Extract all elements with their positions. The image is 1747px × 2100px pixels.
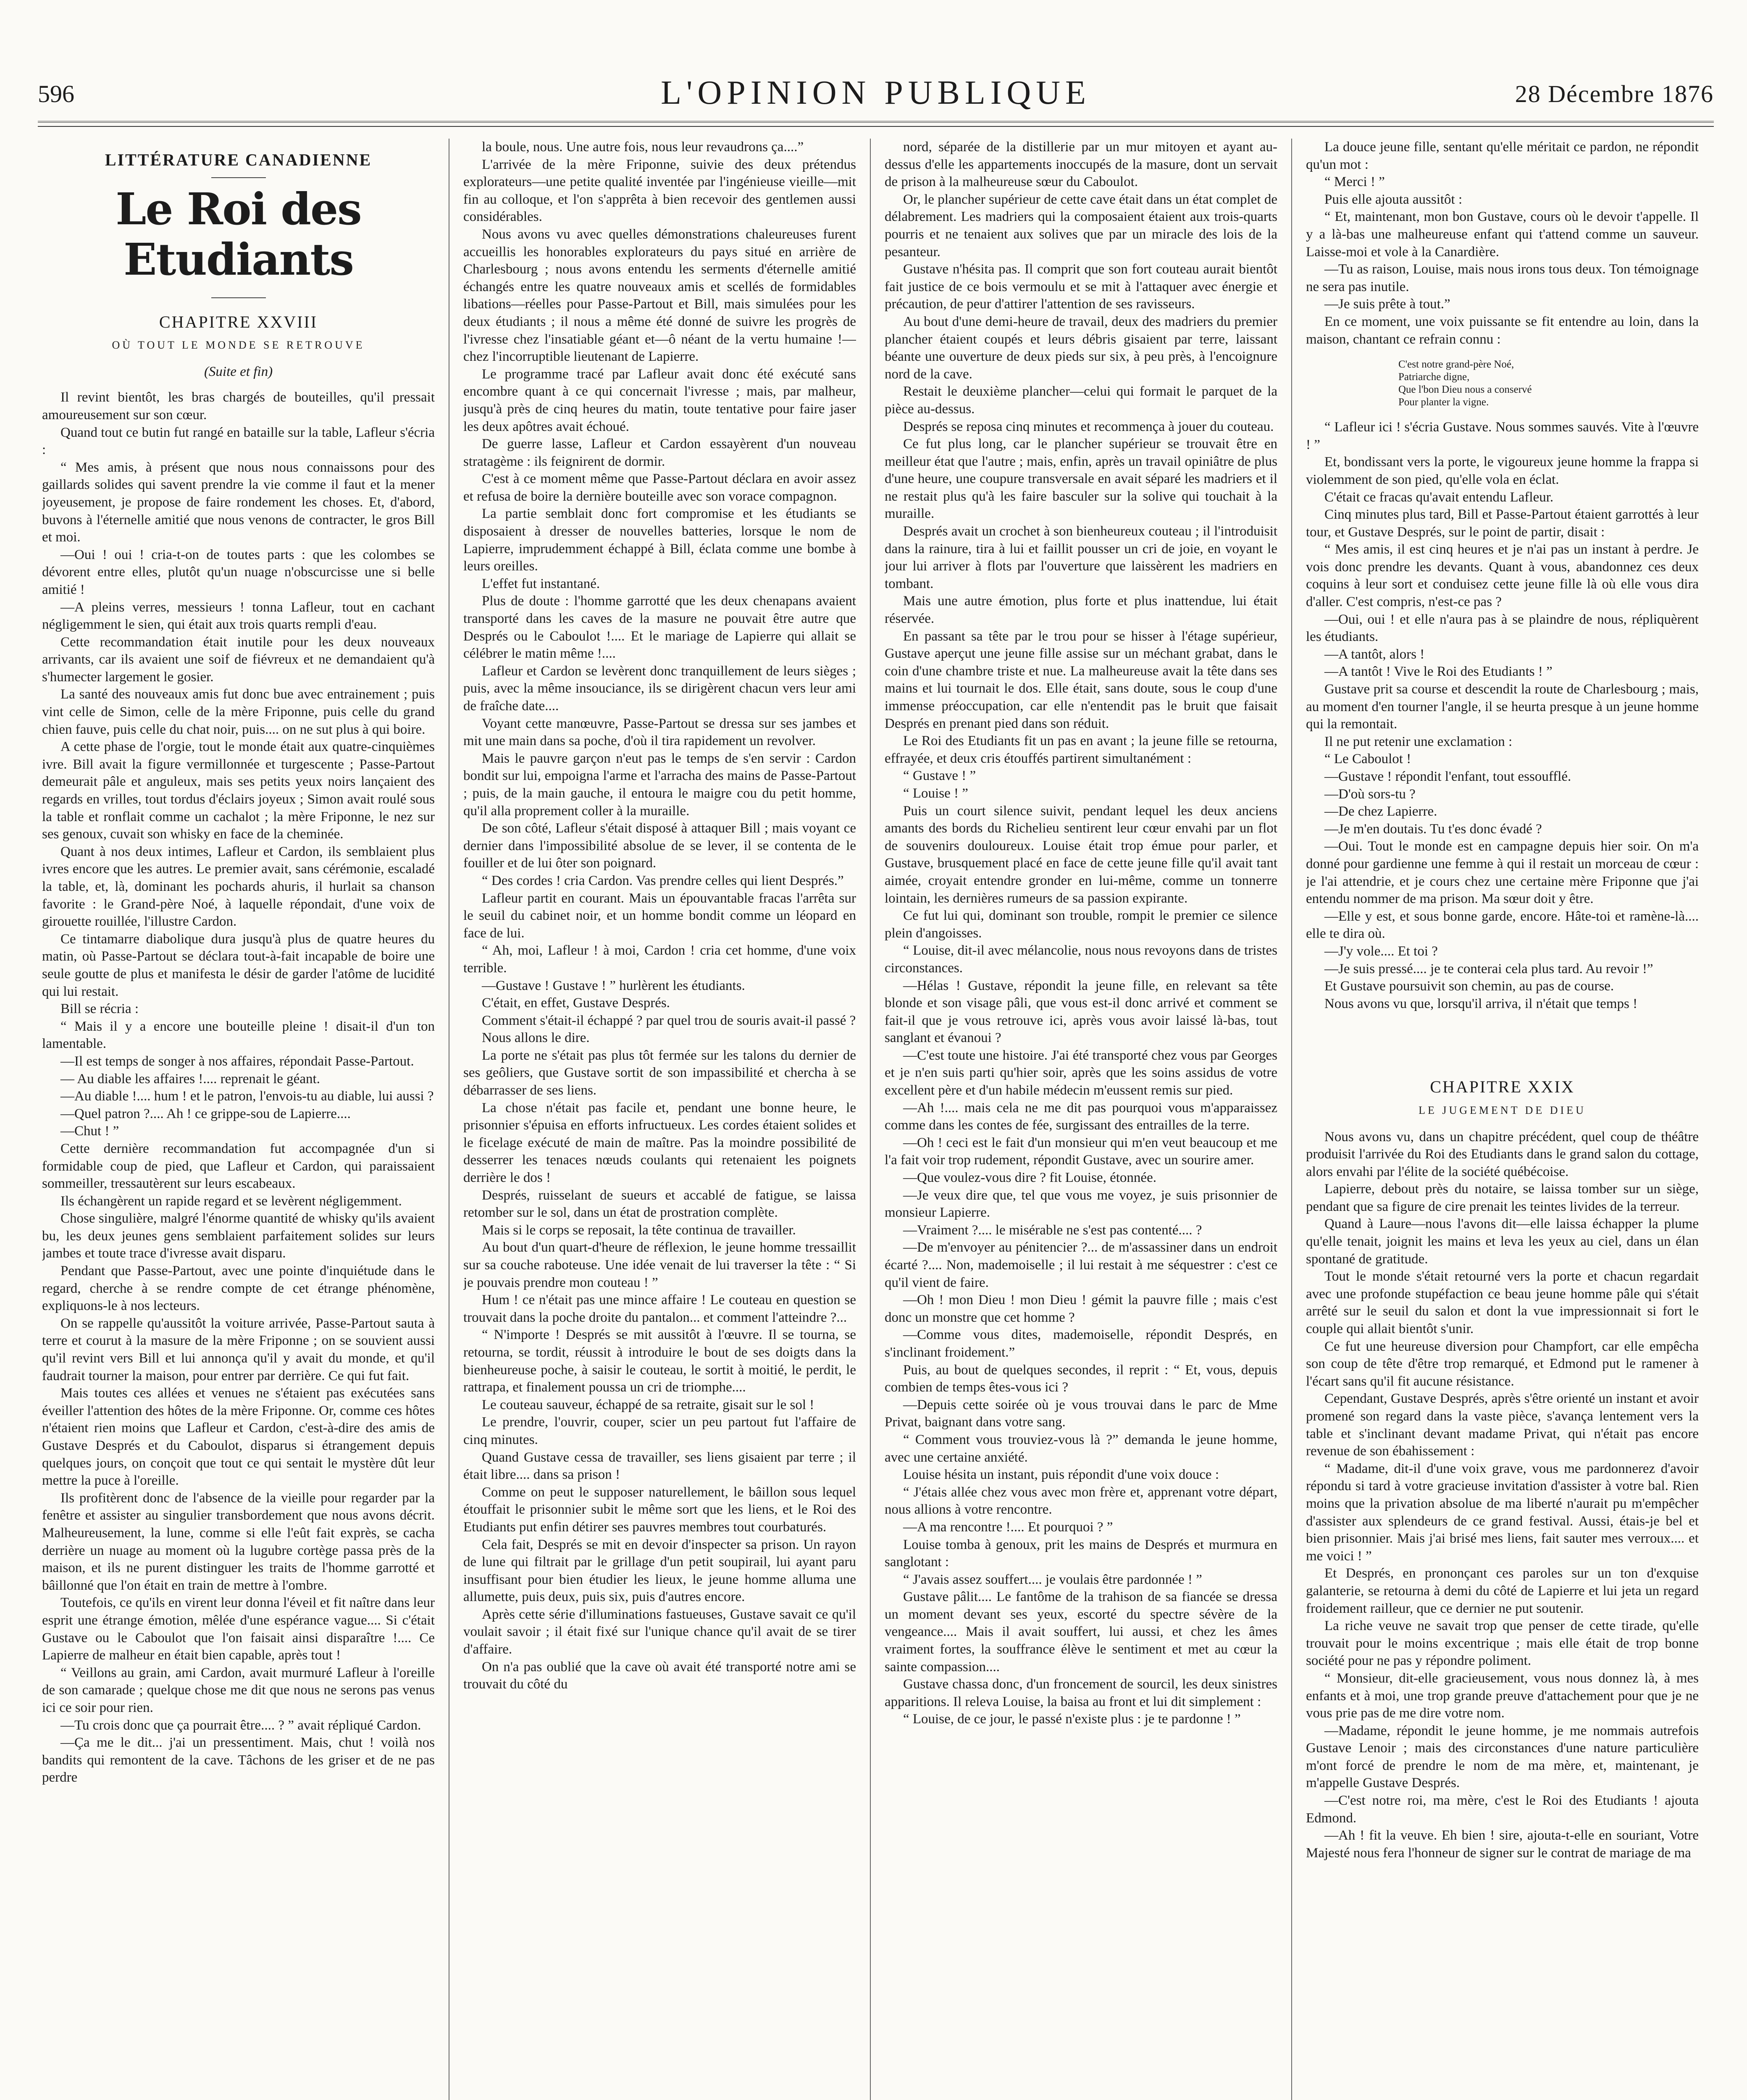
paragraph: —De chez Lapierre. (1324, 804, 1437, 819)
paragraph: “ J'avais assez souffert.... je voulais être pardonnée ! ” (903, 1572, 1202, 1587)
paragraph: Bill se récria : (60, 1001, 139, 1017)
paragraph: —A tantôt, alors ! (1324, 646, 1425, 662)
paragraph: La riche veuve ne savait trop que penser de cette tirade, qu'elle trouvait pour le moins excentrique ; mais elle était de trop bonne société pour ne pas y répondre poliment. (1306, 1618, 1699, 1669)
paragraph: “ Mes amis, il est cinq heures et je n'ai pas un instant à perdre. Je vois donc prendre les devants. Quant à vous, abandonnez ces deux coquins à leur sort et conduisez cette jeune fille là où elle vous dira d'aller. C'est compris, n'est-ce pas ? (1306, 542, 1699, 610)
paragraph: “ Le Caboulot ! (1324, 751, 1411, 767)
paragraph: “ Louise, de ce jour, le passé n'existe plus : je te pardonne ! ” (903, 1712, 1241, 1727)
paragraph: Ils échangèrent un rapide regard et se levèrent négligemment. (60, 1193, 402, 1209)
issue-date: 28 Décembre 1876 (1515, 80, 1714, 108)
paragraph: “ Merci ! ” (1324, 174, 1385, 190)
column-1-text (42, 389, 435, 1787)
column-3 (885, 139, 1277, 2100)
paragraph: Ce fut plus long, car le plancher supérieur se trouvait être en meilleur état que l'autre ; mais, enfin, après un travail opiniâtre de plus d'une heure, une coupure transversale en avait séparé les madriers et il ne restait plus qu'à les faire basculer sur la solive qui touchait à la muraille. (885, 436, 1277, 522)
paragraph: “ Ah, moi, Lafleur ! à moi, Cardon ! cria cet homme, d'une voix terrible. (463, 943, 856, 976)
verse-line: Que l'bon Dieu nous a conservé (1398, 384, 1532, 396)
paragraph: Hum ! ce n'était pas une mince affaire ! Le couteau en question se trouvait dans la poche droite du pantalon... et comment l'atteindre ?... (463, 1292, 856, 1325)
paragraph: La santé des nouveaux amis fut donc bue avec entrainement ; puis vint celle de Simon, celle de la mère Friponne, puis celle du grand chien fauve, puis celle du chat noir, puis.... on ne sut plus à qui boire. (42, 687, 435, 737)
paragraph: En ce moment, une voix puissante se fit entendre au loin, dans la maison, chantant ce refrain connu : (1306, 314, 1699, 347)
paragraph: “ Louise, dit-il avec mélancolie, nous nous revoyons dans de tristes circonstances. (885, 943, 1277, 976)
paragraph: —Oh ! ceci est le fait d'un monsieur qui m'en veut beaucoup et me l'a fait voir trop rudement, répondit Gustave, avec un sourire amer. (885, 1135, 1277, 1168)
paragraph: Et, bondissant vers la porte, le vigoureux jeune homme la frappa si violemment de son pied, qu'elle vola en éclat. (1306, 454, 1699, 487)
paragraph: —Depuis cette soirée où je vous trouvai dans le parc de Mme Privat, baignant dans votre sang. (885, 1397, 1277, 1430)
paragraph: —Hélas ! Gustave, répondit la jeune fille, en relevant sa tête blonde et son visage pâli, que vous est-il donc arrivé et comment se fait-il que je vous retrouve ici, après vous avoir laissé là-bas, tout sanglant et évanoui ? (885, 978, 1277, 1046)
paragraph: Mais le pauvre garçon n'eut pas le temps de s'en servir : Cardon bondit sur lui, empoigna l'arme et l'arracha des mains de Passe-Partout ; puis, de la main gauche, il entoura le maigre cou du petit homme, qu'il alla proprement coller à la muraille. (463, 751, 856, 819)
chapter-heading: CHAPITRE XXIX (1430, 1077, 1575, 1097)
paragraph: “ Gustave ! ” (903, 768, 976, 784)
section-rule (211, 177, 266, 178)
paragraph: Puis elle ajouta aussitôt : (1324, 192, 1463, 207)
paragraph: —Gustave ! Gustave ! ” hurlèrent les étudiants. (482, 978, 745, 993)
paragraph: La douce jeune fille, sentant qu'elle méritait ce pardon, ne répondit qu'un mot : (1306, 139, 1699, 172)
paragraph: —Tu as raison, Louise, mais nous irons tous deux. Ton témoignage ne sera pas inutile. (1306, 262, 1699, 294)
verse-line: Patriarche digne, (1398, 371, 1470, 383)
paragraph: Or, le plancher supérieur de cette cave était dans un état complet de délabrement. Les madriers qui la composaient étaient aux trois-quarts pourris et ne tenaient aux solives que par un miracle des lois de la pesanteur. (885, 192, 1277, 260)
paragraph: On se rappelle qu'aussitôt la voiture arrivée, Passe-Partout sauta à terre et courut à la masure de la mère Friponne ; on se souvient aussi qu'il revint vers Bill et lui annonça qu'il y avait du monde, et qu'il faudrait tourner la maison, pour entrer par derrière. Ce qui fut fait. (42, 1315, 435, 1383)
paragraph: —A ma rencontre !.... Et pourquoi ? ” (903, 1519, 1113, 1535)
paragraph: Puis un court silence suivit, pendant lequel les deux anciens amants des bords du Richelieu sentirent leur cœur envahi par un flot de souvenirs douloureux. Louise était trop émue pour parler, et Gustave, brusquement placé en face de cette jeune fille qu'il avait tant aimée, croyait entendre gronder en lui-même, comme un tonnerre lointain, les dernières rumeurs de sa passion expirante. (885, 803, 1277, 906)
paragraph: —C'est toute une histoire. J'ai été transporté chez vous par Georges et je n'en suis parti qu'hier soir, après que les soins assidus de votre excellent père et d'un habile médecin m'eussent remis sur pied. (885, 1047, 1277, 1098)
paragraph: —Il est temps de songer à nos affaires, répondait Passe-Partout. (60, 1053, 414, 1069)
paragraph: Lapierre, debout près du notaire, se laissa tomber sur un siège, pendant que sa figure de cire prenait les teintes livides de la terreur. (1306, 1181, 1699, 1214)
title-rule (211, 297, 266, 298)
paragraph: Le programme tracé par Lafleur avait donc été exécuté sans encombre quant à ce qui concernait l'ivresse ; mais, par malheur, jusqu'à près de cinq heures du matin, toute tentative pour faire jaser les deux apôtres avait échoué. (463, 366, 856, 434)
paragraph: “ J'étais allée chez vous avec mon frère et, apprenant votre départ, nous allions à votre rencontre. (885, 1484, 1277, 1517)
paragraph: —Je suis prête à tout.” (1324, 297, 1450, 312)
column-3-text (885, 139, 1277, 1728)
paragraph: Quand Gustave cessa de travailler, ses liens gisaient par terre ; il était libre.... dans sa prison ! (463, 1449, 856, 1483)
column-divider (1291, 139, 1292, 2100)
paragraph: —Je m'en doutais. Tu t'es donc évadé ? (1324, 821, 1542, 837)
paragraph: —Chut ! ” (60, 1124, 119, 1139)
paragraph: —A tantôt ! Vive le Roi des Etudiants ! ” (1324, 664, 1553, 680)
paragraph: Quand à Laure—nous l'avons dit—elle laissa échapper la plume qu'elle tenait, joignit les mains et leva les yeux au ciel, dans un élan spontané de gratitude. (1306, 1216, 1699, 1267)
paragraph: Mais une autre émotion, plus forte et plus inattendue, lui était réservée. (885, 593, 1277, 627)
masthead (38, 74, 1714, 130)
column-4-text-a (1306, 139, 1699, 348)
paragraph: —De m'envoyer au pénitencier ?... de m'assassiner dans un endroit écarté ?.... Non, mademoiselle ; il lui restait à me séquestrer : c'est ce qu'il vient de faire. (885, 1240, 1277, 1290)
paragraph: “ Des cordes ! cria Cardon. Vas prendre celles qui lient Després.” (482, 873, 844, 888)
paragraph: —Je suis pressé.... je te conterai cela plus tard. Au revoir !” (1324, 961, 1653, 976)
paragraph: Gustave pâlit.... Le fantôme de la trahison de sa fiancée se dressa un moment devant ses yeux, escorté du spectre sévère de la vengeance.... Mais il avait souffert, lui aussi, et chez les âmes vraiment fortes, la souffrance élève le sentiment et met au cœur la sainte compassion.... (885, 1589, 1277, 1675)
paragraph: —Comme vous dites, mademoiselle, répondit Després, en s'inclinant froidement.” (885, 1327, 1277, 1360)
paragraph: Et Gustave poursuivit son chemin, au pas de course. (1324, 979, 1614, 994)
paragraph: Ce fut une heureuse diversion pour Champfort, car elle empêcha son coup de tête d'être trop remarqué, et Edmond put le ramener à l'écart sans qu'il fit aucune résistance. (1306, 1339, 1699, 1389)
paragraph: La chose n'était pas facile et, pendant une bonne heure, le prisonnier s'épuisa en efforts infructueux. Les cordes étaient solides et le ficelage exécuté de main de maître. Pas la moindre possibilité de desserrer les tenaces nœuds coulants qui retenaient les poignets derrière le dos ! (463, 1100, 856, 1186)
paragraph: —Elle y est, et sous bonne garde, encore. Hâte-toi et ramène-là.... elle te dira où. (1306, 908, 1699, 942)
column-4-text-c (1306, 1129, 1699, 1862)
paragraph: Després avait un crochet à son bienheureux couteau ; il l'introduisit dans la rainure, tira à lui et faillit pousser un cri de joie, en voyant le jour lui arriver à flots par l'ouverture que laissèrent les madriers en tombant. (885, 524, 1277, 591)
paragraph: —D'où sors-tu ? (1324, 786, 1416, 802)
paragraph: Cette recommandation était inutile pour les deux nouveaux arrivants, car ils avaient une soif de fiévreux et ne demandaient qu'à s'humecter largement le gosier. (42, 634, 435, 685)
journal-title: L'OPINION PUBLIQUE (661, 74, 1091, 111)
paragraph: Ce tintamarre diabolique dura jusqu'à plus de quatre heures du matin, où Passe-Partout se déclara tout-à-fait incapable de boire une seule goutte de plus et manifesta le désir de garder l'atôme de lucidité qui lui restait. (42, 931, 435, 999)
paragraph: Plus de doute : l'homme garrotté que les deux chenapans avaient transporté dans les caves de la masure ne pouvait être autre que Després ou le Caboulot !.... Et le mariage de Lapierre qui allait se célébrer le matin même !.... (463, 593, 856, 662)
paragraph: “ Monsieur, dit-elle gracieusement, vous nous donnez là, à mes enfants et à moi, une trop grande preuve d'attachement pour que je ne vous prie pas de me dire votre nom. (1306, 1670, 1699, 1721)
paragraph: Nous allons le dire. (482, 1030, 590, 1046)
paragraph: Comment s'était-il échappé ? par quel trou de souris avait-il passé ? (482, 1013, 856, 1028)
column-4-text-b (1306, 419, 1699, 1013)
page-number: 596 (38, 80, 74, 108)
paragraph: —Ah ! fit la veuve. Eh bien ! sire, ajouta-t-elle en souriant, Votre Majesté nous fera l'honneur de signer sur le contrat de mariage de ma (1306, 1828, 1699, 1861)
paragraph: “ Et, maintenant, mon bon Gustave, cours où le devoir t'appelle. Il y a là-bas une malheureuse enfant qui t'attend comme un sauveur. Laisse-moi et vole à la Canardière. (1306, 209, 1699, 260)
column-4 (1306, 139, 1699, 2100)
paragraph: Nous avons vu avec quelles démonstrations chaleureuses furent accueillis les honorables explorateurs du pays situé en arrière de Charlesbourg ; nous avons entendu les serments d'éternelle amitié échangés entre les quatre nouveaux amis et scellés de formidables libations—réelles pour Passe-Partout et Bill, mais simulées pour les deux étudiants ; il nous a même été donné de suivre les progrès de l'ivresse chez l'insatiable géant et—ô néant de la vertu humaine !—chez l'incorruptible lieutenant de Lapierre. (463, 226, 856, 365)
song-verse (1398, 358, 1699, 409)
paragraph: —A pleins verres, messieurs ! tonna Lafleur, tout en cachant négligemment le sien, qui était aux trois quarts rempli d'eau. (42, 599, 435, 633)
paragraph: “ N'importe ! Després se mit aussitôt à l'œuvre. Il se tourna, se retourna, se tordit, réussit à introduire le bout de ses doigts dans la bienheureuse poche, à saisir le couteau, le sortit à moitié, le perdit, le rattrapa, et finalement poussa un cri de triomphe.... (463, 1327, 856, 1395)
paragraph: — Au diable les affaires !.... reprenait le géant. (60, 1071, 320, 1087)
column-2-text (463, 139, 856, 1693)
paragraph: “ Comment vous trouviez-vous là ?” demanda le jeune homme, avec une certaine anxiété. (885, 1432, 1277, 1465)
paragraph: Després se reposa cinq minutes et recommença à jouer du couteau. (903, 419, 1274, 434)
paragraph: Gustave chassa donc, d'un froncement de sourcil, les deux sinistres apparitions. Il releva Louise, la baisa au front et lui dit simplement : (885, 1677, 1277, 1709)
paragraph: Toutefois, ce qu'ils en virent leur donna l'éveil et fit naître dans leur esprit une étrange émotion, mêlée d'une espérance vague.... Si c'était Gustave ou le Caboulot que l'on faisait ainsi disparaître !.... Ce Lapierre de malheur en était bien capable, après tout ! (42, 1595, 435, 1663)
paragraph: Nous avons vu, dans un chapitre précédent, quel coup de théâtre produisit l'arrivée du Roi des Etudiants dans le grand salon du cottage, alors envahi par l'élite de la société québécoise. (1306, 1129, 1699, 1179)
paragraph: Au bout d'une demi-heure de travail, deux des madriers du premier plancher étaient coupés et leurs débris gisaient par terre, laissant béante une ouverture de deux pieds sur six, à peu près, à l'encoignure nord de la cave. (885, 314, 1277, 382)
paragraph: A cette phase de l'orgie, tout le monde était aux quatre-cinquièmes ivre. Bill avait la figure vermillonnée et turgescente ; Passe-Partout demeurait pâle et anguleux, mais ses petits yeux noirs lançaient des regards en vrilles, tout tordus d'éclairs joyeux ; Simon avait roulé sous la table et ronflait comme un cachalot ; la mère Friponne, le nez sur ses genoux, cuvait son whisky en face de la cheminée. (42, 739, 435, 842)
paragraph: Tout le monde s'était retourné vers la porte et chacun regardait avec une profonde stupéfaction ce beau jeune homme pâle qui s'était arrêté sur le seuil du salon et dont la vue impressionnait si fort le couple qui allait bientôt s'unir. (1306, 1269, 1699, 1337)
masthead-rule (38, 121, 1714, 127)
paragraph: nord, séparée de la distillerie par un mur mitoyen et ayant au-dessus d'elle les appartements inoccupés de la masure, dont un servait de prison à la malheureuse sœur du Caboulot. (885, 139, 1277, 190)
chapter-note: (Suite et fin) (204, 364, 273, 379)
paragraph: “ Louise ! ” (903, 785, 968, 801)
paragraph: Puis, au bout de quelques secondes, il reprit : “ Et, vous, depuis combien de temps êtes-vous ici ? (885, 1362, 1277, 1395)
paragraph: C'était ce fracas qu'avait entendu Lafleur. (1324, 489, 1554, 505)
paragraph: Després, ruisselant de sueurs et accablé de fatigue, se laissa retomber sur le sol, dans un état de prostration complète. (463, 1187, 856, 1221)
paragraph: “ Mais il y a encore une bouteille pleine ! disait-il d'un ton lamentable. (42, 1018, 435, 1052)
paragraph: la boule, nous. Une autre fois, nous leur revaudrons ça....” (482, 139, 804, 155)
paragraph: Mais si le corps se reposait, la tête continua de travailler. (482, 1222, 796, 1238)
paragraph: Cette dernière recommandation fut accompagnée d'un si formidable coup de pied, que Lafleur et Cardon, qui paraissaient sommeiller, tressautèrent sur leurs escabeaux. (42, 1141, 435, 1192)
paragraph: “ Madame, dit-il d'une voix grave, vous me pardonnerez d'avoir répondu si tard à votre gracieuse invitation d'assister à votre bal. Rien moins que la privation absolue de ma liberté n'aurait pu m'empêcher d'assister aux splendeurs de ce grand festival. Aussi, étais-je bel et bien prisonnier. Mais j'ai brisé mes liens, fait sauter mes verroux.... et me voici ! ” (1306, 1461, 1699, 1564)
paragraph: Quant à nos deux intimes, Lafleur et Cardon, ils semblaient plus ivres encore que les autres. Le premier avait, sans cérémonie, escaladé la table, et, là, dominant les pochards ahuris, il hurlait sa chanson favorite : le Grand-père Noé, à laquelle répondait, d'une voix de girouette rouillée, l'illustre Cardon. (42, 844, 435, 929)
paragraph: —Au diable !.... hum ! et le patron, l'envois-tu au diable, lui aussi ? (60, 1089, 434, 1104)
chapter-subtitle: OÙ TOUT LE MONDE SE RETROUVE (112, 339, 365, 352)
serial-title: Le Roi des Etudiants (116, 183, 361, 285)
paragraph: L'arrivée de la mère Friponne, suivie des deux prétendus explorateurs—une petite qualité inventée par l'ingénieuse vieille—mit fin au colloque, et l'on s'apprêta à bien recevoir des gentlemen aussi considérables. (463, 157, 856, 225)
paragraph: C'est à ce moment même que Passe-Partout déclara en avoir assez et refusa de boire la dernière bouteille avec son vorace compagnon. (463, 471, 856, 504)
paragraph: La partie semblait donc fort compromise et les étudiants se disposaient à dresser de nouvelles batteries, lorsque le nom de Lapierre, imprudemment échappé à Bill, éclata comme une bombe à leurs oreilles. (463, 506, 856, 574)
paragraph: —Gustave ! répondit l'enfant, tout essoufflé. (1324, 769, 1571, 784)
paragraph: Le couteau sauveur, échappé de sa retraite, gisait sur le sol ! (482, 1397, 814, 1412)
paragraph: Gustave n'hésita pas. Il comprit que son fort couteau aurait bientôt fait justice de ce bois vermoulu et se mit à l'attaquer avec énergie et précaution, de peur d'attirer l'attention de ses ravisseurs. (885, 262, 1277, 312)
paragraph: Louise hésita un instant, puis répondit d'une voix douce : (903, 1467, 1219, 1483)
paragraph: “ Veillons au grain, ami Cardon, avait murmuré Lafleur à l'oreille de son camarade ; quelque chose me dit que nous ne serons pas venus ici ce soir pour rien. (42, 1665, 435, 1715)
paragraph: De guerre lasse, Lafleur et Cardon essayèrent d'un nouveau stratagème : ils feignirent de dormir. (463, 436, 856, 469)
verse-line: C'est notre grand-père Noé, (1398, 359, 1514, 370)
paragraph: —Quel patron ?.... Ah ! ce grippe-sou de Lapierre.... (60, 1106, 351, 1121)
paragraph: Cependant, Gustave Després, après s'être orienté un instant et avoir promené son regard dans la vaste pièce, s'avança lentement vers la table et s'inclinant devant madame Privat, qui n'était pas encore revenue de son ébahissement : (1306, 1391, 1699, 1459)
paragraph: Ce fut lui qui, dominant son trouble, rompit le premier ce silence plein d'angoisses. (885, 908, 1277, 941)
column-1 (42, 139, 435, 2100)
verse-line: Pour planter la vigne. (1398, 396, 1489, 408)
paragraph: La porte ne s'était pas plus tôt fermée sur les talons du dernier de ses geôliers, que Gustave sortit de son impassibilité et chercha à se débarrasser de ses liens. (463, 1047, 856, 1098)
paragraph: Lafleur partit en courant. Mais un épouvantable fracas l'arrêta sur le seuil du cabinet noir, et un homme bondit comme un léopard en face de lui. (463, 890, 856, 941)
paragraph: Lafleur et Cardon se levèrent donc tranquillement de leurs sièges ; puis, avec la même insouciance, ils se dirigèrent chacun vers leur ami de fraîche date.... (463, 663, 856, 714)
paragraph: —Ça me le dit... j'ai un pressentiment. Mais, chut ! voilà nos bandits qui remontent de la cave. Tâchons de les griser et de ne pas perdre (42, 1735, 435, 1785)
chapter-heading: CHAPITRE XXVIII (159, 312, 318, 331)
paragraph: Cinq minutes plus tard, Bill et Passe-Partout étaient garrottés à leur tour, et Gustave Després, sur le point de partir, disait : (1306, 507, 1699, 540)
paragraph: —J'y vole.... Et toi ? (1324, 943, 1438, 959)
paragraph: Louise tomba à genoux, prit les mains de Després et murmura en sanglotant : (885, 1537, 1277, 1570)
paragraph: —Oui. Tout le monde est en campagne depuis hier soir. On m'a donné pour gardienne une femme à qui il restait un morceau de cœur : je l'ai attendrie, et je cours chez une certaine mère Friponne que j'ai entendu nommer de ma prison. Ma sœur doit y être. (1306, 839, 1699, 907)
chapter-gap (1306, 1013, 1699, 1063)
paragraph: Mais toutes ces allées et venues ne s'étaient pas exécutées sans éveiller l'attention des hôtes de la mère Friponne. Or, comme ces hôtes n'étaient rien moins que Lafleur et Cardon, c'est-à-dire des amis de Gustave Després et du Caboulot, disparus si étrangement depuis quelques jours, on conçoit que tout ce qui sentait le mystère dût leur mettre la puce à l'oreille. (42, 1386, 435, 1488)
paragraph: Le prendre, l'ouvrir, couper, scier un peu partout fut l'affaire de cinq minutes. (463, 1415, 856, 1447)
paragraph: Gustave prit sa course et descendit la route de Charlesbourg ; mais, au moment d'en tourner l'angle, il se heurta presque à un jeune homme qui la remontait. (1306, 682, 1699, 732)
paragraph: Pendant que Passe-Partout, avec une pointe d'inquiétude dans le regard, cherche à se rendre compte de cet étrange phénomène, expliquons-le à nos lecteurs. (42, 1263, 435, 1314)
paragraph: Au bout d'un quart-d'heure de réflexion, le jeune homme tressaillit sur sa couche raboteuse. Une idée venait de lui traverser la tête : “ Si je pouvais prendre mon couteau ! ” (463, 1240, 856, 1290)
paragraph: Il revint bientôt, les bras chargés de bouteilles, qu'il pressait amoureusement sur son cœur. (42, 390, 435, 423)
paragraph: Chose singulière, malgré l'énorme quantité de whisky qu'ils avaient bu, les deux jeunes gens semblaient parfaitement solides sur leurs jambes et toute trace d'ivresse avait disparu. (42, 1211, 435, 1261)
paragraph: C'était, en effet, Gustave Després. (482, 995, 670, 1011)
paragraph: —Oh ! mon Dieu ! mon Dieu ! gémit la pauvre fille ; mais c'est donc un monstre que cet homme ? (885, 1292, 1277, 1325)
column-2 (463, 139, 856, 2100)
paragraph: En passant sa tête par le trou pour se hisser à l'étage supérieur, Gustave aperçut une jeune fille assise sur un méchant grabat, dans le coin d'une chambre triste et nue. La malheureuse avait la tête dans ses mains et lui tournait le dos. Elle était, sans doute, sous le coup d'une immense préoccupation, car elle n'entendit pas le bruit que faisait Després en prenant pied dans son réduit. (885, 628, 1277, 731)
paragraph: —Que voulez-vous dire ? fit Louise, étonnée. (903, 1170, 1156, 1186)
paragraph: —Vraiment ?.... le misérable ne s'est pas contenté.... ? (903, 1222, 1202, 1238)
paragraph: —Je veux dire que, tel que vous me voyez, je suis prisonnier de monsieur Lapierre. (885, 1187, 1277, 1221)
paragraph: —Oui, oui ! et elle n'aura pas à se plaindre de nous, répliquèrent les étudiants. (1306, 612, 1699, 645)
paragraph: Ils profitèrent donc de l'absence de la vieille pour regarder par la fenêtre et assister au singulier transbordement que nous avons décrit. Malheureusement, la lune, comme si elle l'eût fait exprès, se cacha derrière un nuage au moment où la lugubre cortège passa près de la maison, et ils ne purent distinguer les traits de l'homme garrotté et bâillonné que l'on était en train de mettre à l'ombre. (42, 1490, 435, 1593)
column-divider (870, 139, 871, 2100)
paragraph: —Tu crois donc que ça pourrait être.... ? ” avait répliqué Cardon. (60, 1717, 421, 1733)
paragraph: —Madame, répondit le jeune homme, je me nommais autrefois Gustave Lenoir ; mais des circonstances d'une nature particulière m'ont forcé de prendre le nom de ma mère, et, maintenant, je m'appelle Gustave Després. (1306, 1723, 1699, 1791)
paragraph: Après cette série d'illuminations fastueuses, Gustave savait ce qu'il voulait savoir ; il était fixé sur l'unique chance qu'il avait de se tirer d'affaire. (463, 1606, 856, 1657)
paragraph: “ Lafleur ici ! s'écria Gustave. Nous sommes sauvés. Vite à l'œuvre ! ” (1306, 420, 1699, 452)
paragraph: Quand tout ce butin fut rangé en bataille sur la table, Lafleur s'écria : (42, 425, 435, 458)
paragraph: —C'est notre roi, ma mère, c'est le Roi des Etudiants ! ajouta Edmond. (1306, 1793, 1699, 1826)
paragraph: Le Roi des Etudiants fit un pas en avant ; la jeune fille se retourna, effrayée, et deux cris étouffés partirent simultanément : (885, 733, 1277, 766)
paragraph: Voyant cette manœuvre, Passe-Partout se dressa sur ses jambes et mit une main dans sa poche, d'où il tira rapidement un revolver. (463, 716, 856, 749)
paragraph: Restait le deuxième plancher—celui qui formait le parquet de la pièce au-dessus. (885, 384, 1277, 417)
paragraph: Nous avons vu que, lorsqu'il arriva, il n'était que temps ! (1324, 996, 1638, 1011)
paragraph: Et Després, en prononçant ces paroles sur un ton d'exquise galanterie, se retourna à demi du côté de Lapierre et lui jeta un regard froidement railleur, que ce dernier ne put soutenir. (1306, 1566, 1699, 1616)
paragraph: L'effet fut instantané. (482, 576, 600, 591)
paragraph: —Oui ! oui ! cria-t-on de toutes parts : que les colombes se dévorent entre elles, plutôt qu'un nuage n'obscurcisse une si belle amitié ! (42, 547, 435, 597)
paragraph: “ Mes amis, à présent que nous nous connaissons pour des gaillards solides qui savent prendre la vie comme il faut et la mener joyeusement, je propose de faire rondement les choses. Et, d'abord, buvons à l'éternelle amitié que nous venons de contracter, le gros Bill et moi. (42, 459, 435, 545)
chapter-subtitle: LE JUGEMENT DE DIEU (1419, 1104, 1586, 1116)
paragraph: —Ah !.... mais cela ne me dit pas pourquoi vous m'apparaissez comme dans les contes de fée, surgissant des entrailles de la terre. (885, 1100, 1277, 1133)
section-heading: LITTÉRATURE CANADIENNE (105, 150, 372, 169)
paragraph: On n'a pas oublié que la cave où avait été transporté notre ami se trouvait du côté du (463, 1659, 856, 1692)
paragraph: De son côté, Lafleur s'était disposé à attaquer Bill ; mais voyant ce dernier dans l'impossibilité absolue de se lever, il se contenta de le fouiller et de lui ôter son poignard. (463, 821, 856, 871)
paragraph: Comme on peut le supposer naturellement, le bâillon sous lequel étouffait le prisonnier subit le même sort que les liens, et le Roi des Etudiants put enfin détirer ses pauvres membres tout courbaturés. (463, 1484, 856, 1535)
paragraph: Cela fait, Després se mit en devoir d'inspecter sa prison. Un rayon de lune qui filtrait par le grillage d'un petit soupirail, lui ayant paru insuffisant pour bien étudier les lieux, le jeune homme alluma une allumette, puis deux, puis six, puis d'autres encore. (463, 1537, 856, 1605)
paragraph: Il ne put retenir une exclamation : (1324, 734, 1513, 749)
